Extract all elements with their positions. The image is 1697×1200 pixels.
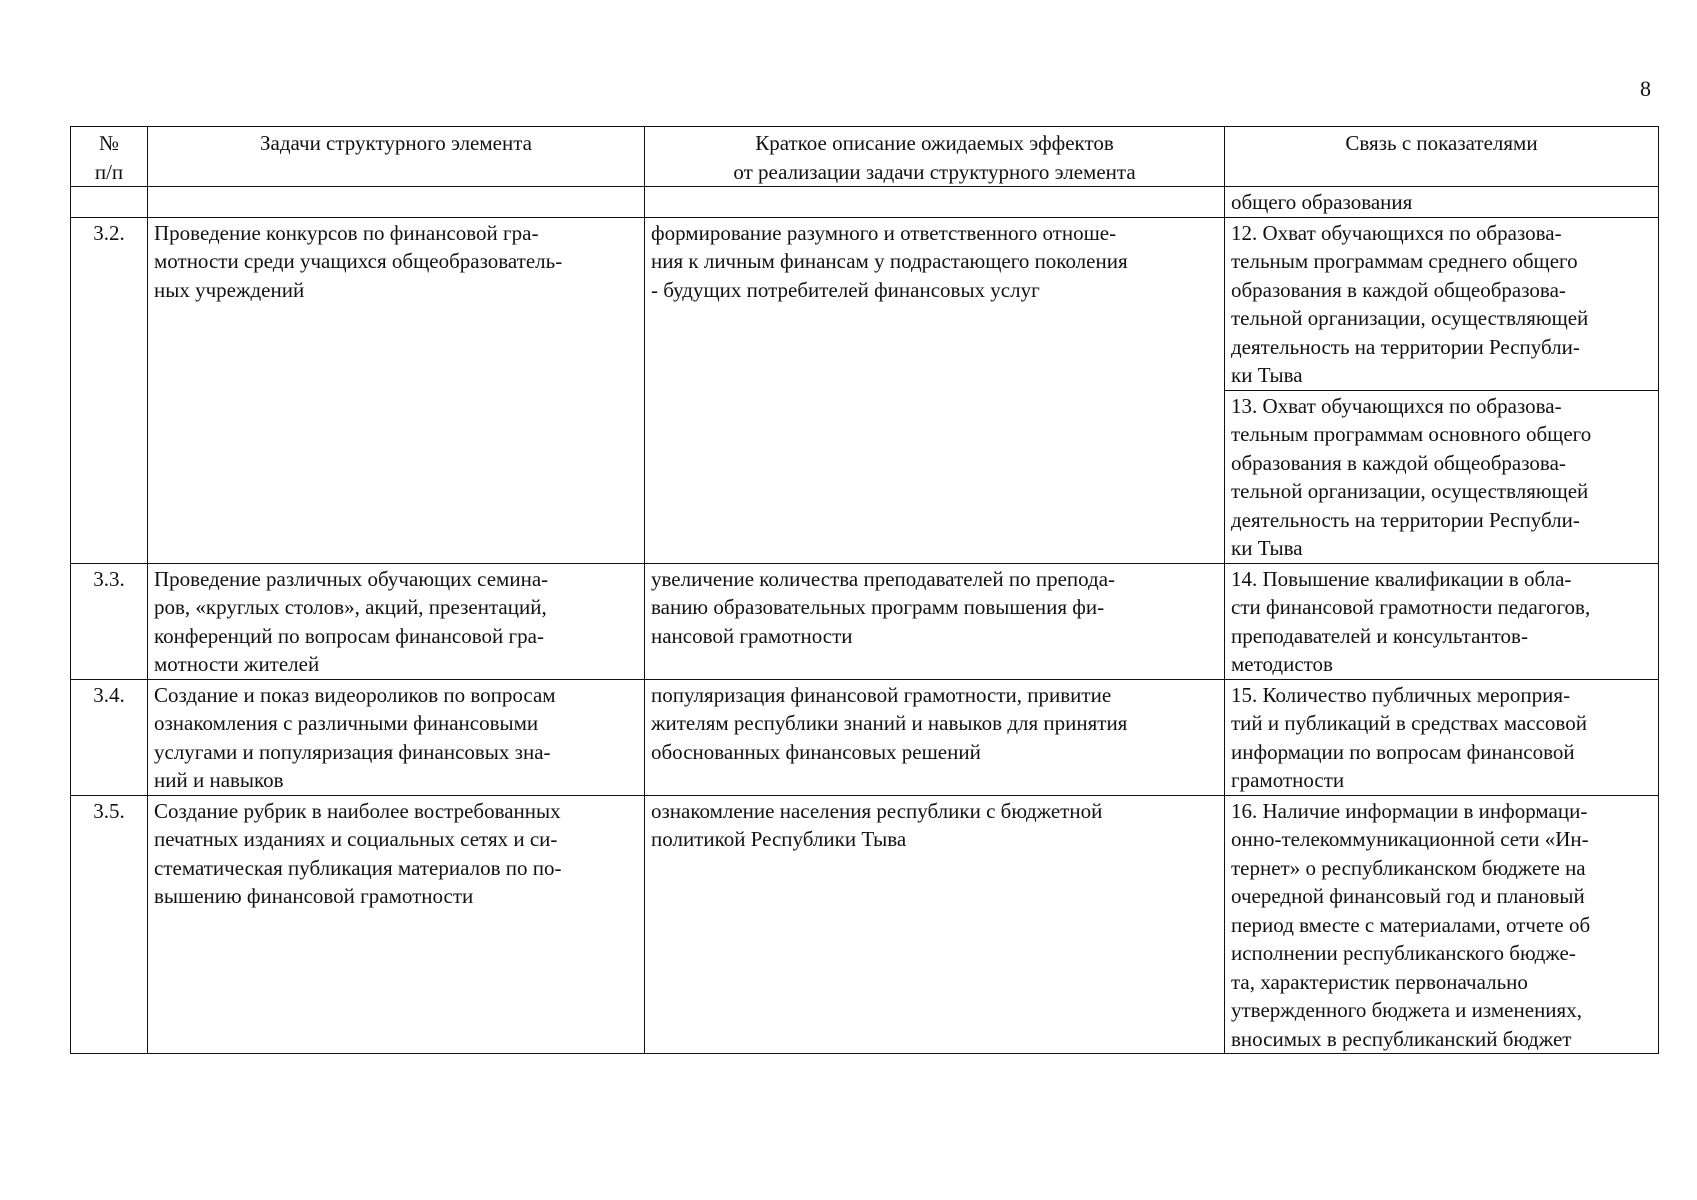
header-link-line: Связь с показателями bbox=[1345, 131, 1538, 155]
effect-cell-line: ния к личным финансам у подрастающего поколения bbox=[651, 249, 1128, 273]
indicator-cell-line: 16. Наличие информации в информаци- bbox=[1231, 798, 1588, 823]
header-num-line: п/п bbox=[94, 159, 124, 184]
task-cell-line: конференций по вопросам финансовой гра- bbox=[154, 623, 544, 648]
effect-cell-line: популяризация финансовой грамотности, привитие bbox=[651, 682, 1112, 707]
table-header-row bbox=[71, 127, 1659, 187]
indicator-cell-line: тельным программам среднего общего bbox=[1231, 249, 1578, 273]
effect-cell bbox=[645, 217, 1225, 563]
indicator-cell-line: 13. Охват обучающихся по образова- bbox=[1231, 393, 1562, 418]
continuation-row bbox=[71, 187, 1659, 218]
indicator-cell-line: 15. Количество публичных мероприя- bbox=[1231, 682, 1571, 707]
indicator-cell-line: образования в каждой общеобразова- bbox=[1231, 277, 1566, 302]
task-cell-line: Создание и показ видеороликов по вопросам bbox=[154, 682, 556, 707]
effect-cell-line: увеличение количества преподавателей по препода- bbox=[651, 566, 1116, 591]
task-cell-line: мотности среди учащихся общеобразователь- bbox=[154, 249, 563, 273]
continuation-num-cell bbox=[71, 187, 148, 218]
table-row bbox=[71, 217, 1659, 390]
row-number: 3.3. bbox=[71, 563, 148, 679]
indicator-cell-line: ки Тыва bbox=[1231, 363, 1303, 387]
continuation-indicator-cell bbox=[1225, 187, 1659, 218]
indicator-cell-line: информации по вопросам финансовой bbox=[1231, 739, 1575, 764]
document-table bbox=[70, 126, 1659, 1054]
task-cell-line: печатных изданиях и социальных сетях и си- bbox=[154, 827, 558, 851]
task-cell-line: услугами и популяризация финансовых зна- bbox=[154, 739, 551, 764]
task-cell-line: ных учреждений bbox=[154, 277, 305, 302]
indicator-cell-line: тельной организации, осуществляющей bbox=[1231, 479, 1589, 503]
task-cell-line: вышению финансовой грамотности bbox=[154, 884, 474, 908]
effect-cell-line: жителям республики знаний и навыков для принятия bbox=[651, 711, 1128, 735]
task-cell-line: Создание рубрик в наиболее востребованных bbox=[154, 798, 561, 823]
table-row bbox=[71, 795, 1659, 1054]
task-cell bbox=[148, 679, 645, 795]
effect-cell-line: формирование разумного и ответственного отноше- bbox=[651, 220, 1117, 245]
header-num-line: № bbox=[98, 131, 120, 155]
continuation-effect-cell bbox=[645, 187, 1225, 218]
effect-cell-line: ванию образовательных программ повышения фи- bbox=[651, 595, 1105, 619]
indicator-cell bbox=[1225, 795, 1659, 1054]
table-row bbox=[71, 679, 1659, 795]
effect-cell-line: нансовой грамотности bbox=[651, 623, 853, 648]
effect-cell bbox=[645, 795, 1225, 1054]
header-task-line: Задачи структурного элемента bbox=[260, 131, 532, 155]
task-cell-line: Проведение конкурсов по финансовой гра- bbox=[154, 220, 539, 245]
indicator-cell-line: грамотности bbox=[1231, 768, 1345, 792]
indicator-cell-line: онно-телекоммуникационной сети «Ин- bbox=[1231, 827, 1589, 851]
task-cell-line: ний и навыков bbox=[154, 768, 284, 792]
indicator-cell bbox=[1225, 563, 1659, 679]
indicator-cell bbox=[1225, 390, 1659, 563]
indicator-cell-line: очередной финансовый год и плановый bbox=[1231, 884, 1585, 908]
indicator-cell-line: деятельность на территории Республи- bbox=[1231, 334, 1580, 359]
effect-cell-line: политикой Республики Тыва bbox=[651, 827, 907, 851]
task-cell-line: ознакомления с различными финансовыми bbox=[154, 711, 539, 735]
table-row bbox=[71, 563, 1659, 679]
header-num bbox=[71, 127, 148, 187]
indicator-cell bbox=[1225, 217, 1659, 390]
header-effect-line: Краткое описание ожидаемых эффектов bbox=[755, 131, 1114, 155]
row-number: 3.5. bbox=[71, 795, 148, 1054]
indicator-cell-line: образования в каждой общеобразова- bbox=[1231, 450, 1566, 475]
page-number: 8 bbox=[1640, 76, 1651, 101]
effect-cell-line: - будущих потребителей финансовых услуг bbox=[651, 277, 1040, 302]
indicator-cell-line: деятельность на территории Республи- bbox=[1231, 507, 1580, 532]
effect-cell-line: ознакомление населения республики с бюджетной bbox=[651, 798, 1103, 823]
task-cell-line: стематическая публикация материалов по по- bbox=[154, 855, 562, 880]
task-cell bbox=[148, 563, 645, 679]
task-cell-line: ров, «круглых столов», акций, презентаций, bbox=[154, 595, 547, 619]
indicator-cell-line: утвержденного бюджета и изменениях, bbox=[1231, 998, 1582, 1022]
effect-cell bbox=[645, 679, 1225, 795]
indicator-cell-line: тернет» о республиканском бюджете на bbox=[1231, 855, 1586, 880]
task-cell bbox=[148, 795, 645, 1054]
header-link bbox=[1225, 127, 1659, 187]
indicator-cell-line: 12. Охват обучающихся по образова- bbox=[1231, 220, 1562, 245]
indicator-cell-line: та, характеристик первоначально bbox=[1231, 969, 1528, 994]
indicator-cell-line: тельным программам основного общего bbox=[1231, 422, 1592, 446]
header-effect bbox=[645, 127, 1225, 187]
indicator-cell-line: период вместе с материалами, отчете об bbox=[1231, 912, 1591, 937]
indicator-cell bbox=[1225, 679, 1659, 795]
indicator-line: общего образования bbox=[1231, 190, 1413, 214]
header-effect-line: от реализации задачи структурного элемента bbox=[733, 159, 1136, 184]
indicator-cell-line: исполнении республиканского бюдже- bbox=[1231, 941, 1576, 965]
effect-cell bbox=[645, 563, 1225, 679]
task-cell-line: Проведение различных обучающих семина- bbox=[154, 566, 549, 591]
indicator-cell-line: ки Тыва bbox=[1231, 536, 1303, 560]
indicator-cell-line: 14. Повышение квалификации в обла- bbox=[1231, 566, 1572, 591]
effect-cell-line: обоснованных финансовых решений bbox=[651, 739, 981, 764]
task-cell-line: мотности жителей bbox=[154, 652, 320, 676]
row-number: 3.2. bbox=[71, 217, 148, 563]
continuation-task-cell bbox=[148, 187, 645, 218]
indicator-cell-line: вносимых в республиканский бюджет bbox=[1231, 1026, 1572, 1051]
task-cell bbox=[148, 217, 645, 563]
indicator-cell-line: тий и публикаций в средствах массовой bbox=[1231, 711, 1587, 735]
indicator-cell-line: тельной организации, осуществляющей bbox=[1231, 306, 1589, 330]
row-number: 3.4. bbox=[71, 679, 148, 795]
indicator-cell-line: преподавателей и консультантов- bbox=[1231, 623, 1528, 648]
indicator-cell-line: сти финансовой грамотности педагогов, bbox=[1231, 595, 1591, 619]
indicator-cell-line: методистов bbox=[1231, 652, 1333, 676]
header-task bbox=[148, 127, 645, 187]
